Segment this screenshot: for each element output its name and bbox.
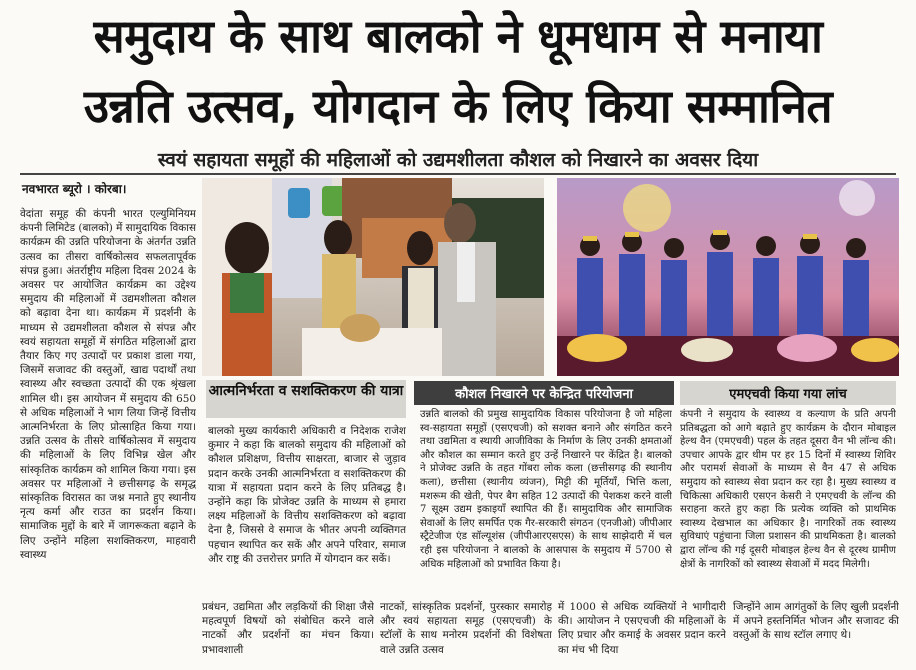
- subheadline: स्वयं सहायता समूहों की महिलाओं को उद्यमशीलता कौशल को निखारने का अवसर दिया: [157, 149, 759, 171]
- headline-line-1: समुदाय के साथ बालको ने धूमधाम से मनाया: [93, 9, 823, 63]
- article-column-bottom-2: नाटकों, सांस्कृतिक प्रदर्शनों, पुरस्कार समारोह और स्वयं सहायता समूह (एसएचजी) के स्टॉलों के साथ मनोरम प्रदर्शनों की विशेषता वाले उन्नति उत्सव: [380, 601, 552, 656]
- section-title-mhv-launch: एमएचवी किया गया लांच: [729, 387, 847, 402]
- section-body-skill-project: उन्नति बालको की प्रमुख सामुदायिक विकास परियोजना है जो महिला स्व-सहायता समूहों (एसएचजी) को सशक्त बनाने और संगठित करने तथा उद्यमिता व स्थायी आजीविका के निर्माण के लिए उनकी क्षमताओं और कौशल का सम्मान करते हुए उन्हें निखारने पर केंद्रित है। बालको ने प्रोजेक्ट उन्नति के तहत गोंबरा लोक कला (छत्तीसगढ़ की स्थानीय कला), छत्तीसा (स्थानीय व्यंजन), मिट्टी की मूर्तियाँ, भित्ति कला, मशरूम की खेती, पेपर बैग सहित 12 उत्पादों की पेशकश करने वाली 7 सूक्ष्म उद्यम इकाइयाँ स्थापित की हैं। सामुदायिक और सामाजिक सेवाओं के लिए समर्पित एक गैर-सरकारी संगठन (एनजीओ) जीपीआर स्ट्रैटेजीज एंड सॉल्यूशंस (जीपीआरएसएस) के साथ साझेदारी में चल रही इस परियोजना ने बालको के आसपास के समुदाय में 5700 से अधिक महिलाओं को प्रभावित किया है।: [420, 409, 672, 570]
- article-column-bottom-1: प्रबंधन, उद्यमिता और लड़कियों की शिक्षा जैसे महत्वपूर्ण विषयों को संबोधित करने वाले नाटकों और प्रदर्शनों का मंचन किया। प्रभावशाली: [202, 601, 374, 656]
- dance-performance-photo: [557, 178, 899, 376]
- byline: नवभारत ब्यूरो । कोरबा।: [22, 182, 127, 196]
- article-column-bottom-4: जिन्होंने आम आगंतुकों के लिए खुली प्रदर्शनी में अपने हस्तनिर्मित भोजन और सजावट की वस्तुओं के साथ स्टॉल लगाए थे।: [733, 601, 899, 642]
- headline-line-2: उन्नति उत्सव, योगदान के लिए किया सम्मानित: [83, 79, 833, 133]
- article-column-bottom-3: में 1000 से अधिक व्यक्तियों ने भागीदारी की। आयोजन ने एसएचजी की महिलाओं के लिए प्रचार और कमाई के अवसर प्रदान करने का मंच भी दिया: [558, 601, 726, 656]
- divider: [20, 173, 896, 175]
- section-body-self-reliance: बालको मुख्य कार्यकारी अधिकारी व निदेशक राजेश कुमार ने कहा कि बालको समुदाय की महिलाओं को कौशल प्रशिक्षण, वित्तीय साक्षरता, बाजार से जुड़ाव प्रदान करके उनकी आत्मनिर्भरता व सशक्तिकरण की यात्रा में सहायता प्रदान करने के लिए प्रतिबद्ध है। उन्होंने कहा कि प्रोजेक्ट उन्नति के माध्यम से हमारा लक्ष्य महिलाओं के वित्तीय सशक्तिकरण को बढ़ावा देना है, जिससे वे समाज के भीतर अपनी व्यक्तिगत पहचान स्थापित कर सकें और अपने परिवार, समाज और राष्ट्र की उत्तरोत्तर प्रगति में योगदान कर सकें।: [208, 425, 406, 565]
- section-title-self-reliance: आत्मनिर्भरता व सशक्तिकरण की यात्रा: [208, 383, 404, 399]
- section-title-skill-project: कौशल निखारने पर केन्द्रित परियोजना: [455, 387, 633, 402]
- exhibition-photo: [202, 178, 544, 376]
- section-body-mhv-launch: कंपनी ने समुदाय के स्वास्थ्य व कल्याण के प्रति अपनी प्रतिबद्धता को आगे बढ़ाते हुए कार्यक्रम के दौरान मोबाइल हेल्थ वैन (एमएचवी) पहल के तहत दूसरा वैन भी लॉन्च की। उपचार आपके द्वार थीम पर हर 15 दिनों में स्वास्थ्य शिविर और परामर्श सेवाओं के माध्यम से वैन 47 से अधिक समुदाय को स्वास्थ्य सेवा प्रदान कर रहा है। मुख्य स्वास्थ्य व चिकित्सा अधिकारी एसएन केसरी ने एमएचवी के लॉन्च की सराहना करते हुए कहा कि प्रत्येक व्यक्ति को प्राथमिक स्वास्थ्य देखभाल का अधिकार है। नागरिकों तक स्वास्थ्य सुविधाएं पहुंचाना जिला प्रशासन की प्राथमिकता है। बालको द्वारा लॉन्च की गई दूसरी मोबाइल हेल्थ वैन से दूरस्थ ग्रामीण क्षेत्रों के नागरिकों को स्वास्थ्य सेवाओं में मदद मिलेगी।: [680, 409, 896, 570]
- article-column-1: वेदांता समूह की कंपनी भारत एल्युमिनियम कंपनी लिमिटेड (बालको) में सामुदायिक विकास कार्यक्रम की उन्नति परियोजना के अंतर्गत उन्नति उत्सव का तीसरा वार्षिकोत्सव सफलतापूर्वक संपन्न हुआ। अंतर्राष्ट्रीय महिला दिवस 2024 के अवसर पर आयोजित कार्यक्रम का उद्देश्य समुदाय की महिलाओं में उद्यमशीलता कौशल को बढ़ावा देना था। कार्यक्रम में प्रदर्शनी के माध्यम से उद्यमशीलता कौशल से संपन्न और स्वयं सहायता समूहों में संगठित महिलाओं द्वारा तैयार किए गए उत्पादों पर प्रकाश डाला गया, जिसमें सजावट की वस्तुओं, खाद्य पदार्थों तथा स्वास्थ्य और स्वच्छता उत्पादों की एक श्रृंखला शामिल थी। इस आयोजन में समुदाय की 650 से अधिक महिलाओं ने भाग लिया जिन्हें वित्तीय आत्मनिर्भरता के लिए प्रोत्साहित किया गया। उन्नति उत्सव के तीसरे वार्षिकोत्सव में समुदाय की महिलाओं के लिए विभिन्न खेल और सांस्कृतिक कार्यक्रम को शामिल किया गया। इस अवसर पर महिलाओं ने छत्तीसगढ़ के समृद्ध सांस्कृतिक विरासत का जश्न मनाते हुए स्थानीय नृत्य कर्मा और राउत का प्रदर्शन किया। सामाजिक मुद्दों के बारे में जागरूकता बढ़ाने के लिए उन्होंने महिला सशक्तिकरण, माहवारी स्वास्थ्य: [20, 208, 196, 561]
